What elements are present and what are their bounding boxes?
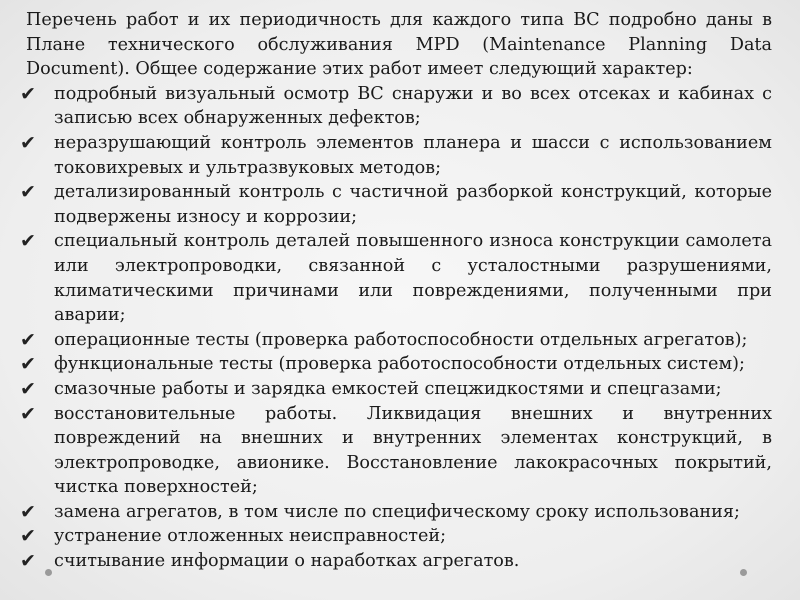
check-mark-icon: ✔ <box>20 328 36 351</box>
list-item-text: устранение отложенных неисправностей; <box>54 526 447 547</box>
list-item-text: неразрушающий контроль элементов планера и шасси с использованием токовихревых и ультразвуковых методов; <box>54 132 772 178</box>
list-item <box>20 328 772 353</box>
list-item-text: восстановительные работы. Ликвидация внешних и внутренних повреждений на внешних и внутренних элементах конструкций, в электропроводке, авионике. Восстановление лакокрасочных покрытий, чистка поверхностей; <box>54 403 772 498</box>
list-item-text: специальный контроль деталей повышенного износа конструкции самолета или электропроводки, связанной с усталостными разрушениями, климатическими причинами или повреждениями, полученными при аварии; <box>54 231 772 326</box>
intro-paragraph: Перечень работ и их периодичность для каждого типа ВС подробно даны в Плане технического обслуживания MPD (Maintenance Planning Data Document). Общее содержание этих работ имеет следующий характер: <box>26 10 772 80</box>
check-mark-icon: ✔ <box>20 82 36 105</box>
check-mark-icon: ✔ <box>20 353 36 376</box>
list-item <box>20 524 772 549</box>
check-mark-icon: ✔ <box>20 377 36 400</box>
check-mark-icon: ✔ <box>20 525 36 548</box>
list-item-text: подробный визуальный осмотр ВС снаружи и во всех отсеках и кабинах с записью всех обнаруженных дефектов; <box>54 83 772 129</box>
check-mark-icon: ✔ <box>20 402 36 425</box>
check-mark-icon: ✔ <box>20 230 36 253</box>
list-item <box>20 352 772 377</box>
list-item <box>20 229 772 327</box>
list-item <box>20 180 772 229</box>
work-list <box>20 82 772 574</box>
list-item-text: функциональные тесты (проверка работоспособности отдельных систем); <box>54 354 745 375</box>
slide-content <box>20 8 772 574</box>
check-mark-icon: ✔ <box>20 181 36 204</box>
list-item <box>20 377 772 402</box>
list-item <box>20 82 772 131</box>
list-item-text: детализированный контроль с частичной разборкой конструкций, которые подвержены износу и коррозии; <box>54 182 772 227</box>
check-mark-icon: ✔ <box>20 500 36 523</box>
list-item-text: операционные тесты (проверка работоспособности отдельных агрегатов); <box>54 329 748 350</box>
check-mark-icon: ✔ <box>20 550 36 573</box>
list-item-text: замена агрегатов, в том числе по специфическому сроку использования; <box>54 501 740 522</box>
list-item <box>20 549 772 574</box>
list-item-text: считывание информации о наработках агрегатов. <box>54 551 520 572</box>
list-item <box>20 131 772 180</box>
list-item <box>20 500 772 525</box>
list-item <box>20 402 772 500</box>
list-item-text: смазочные работы и зарядка емкостей спецжидкостями и спецгазами; <box>54 378 722 399</box>
corner-dot-decoration <box>45 569 52 576</box>
check-mark-icon: ✔ <box>20 131 36 154</box>
corner-dot-decoration <box>740 569 747 576</box>
